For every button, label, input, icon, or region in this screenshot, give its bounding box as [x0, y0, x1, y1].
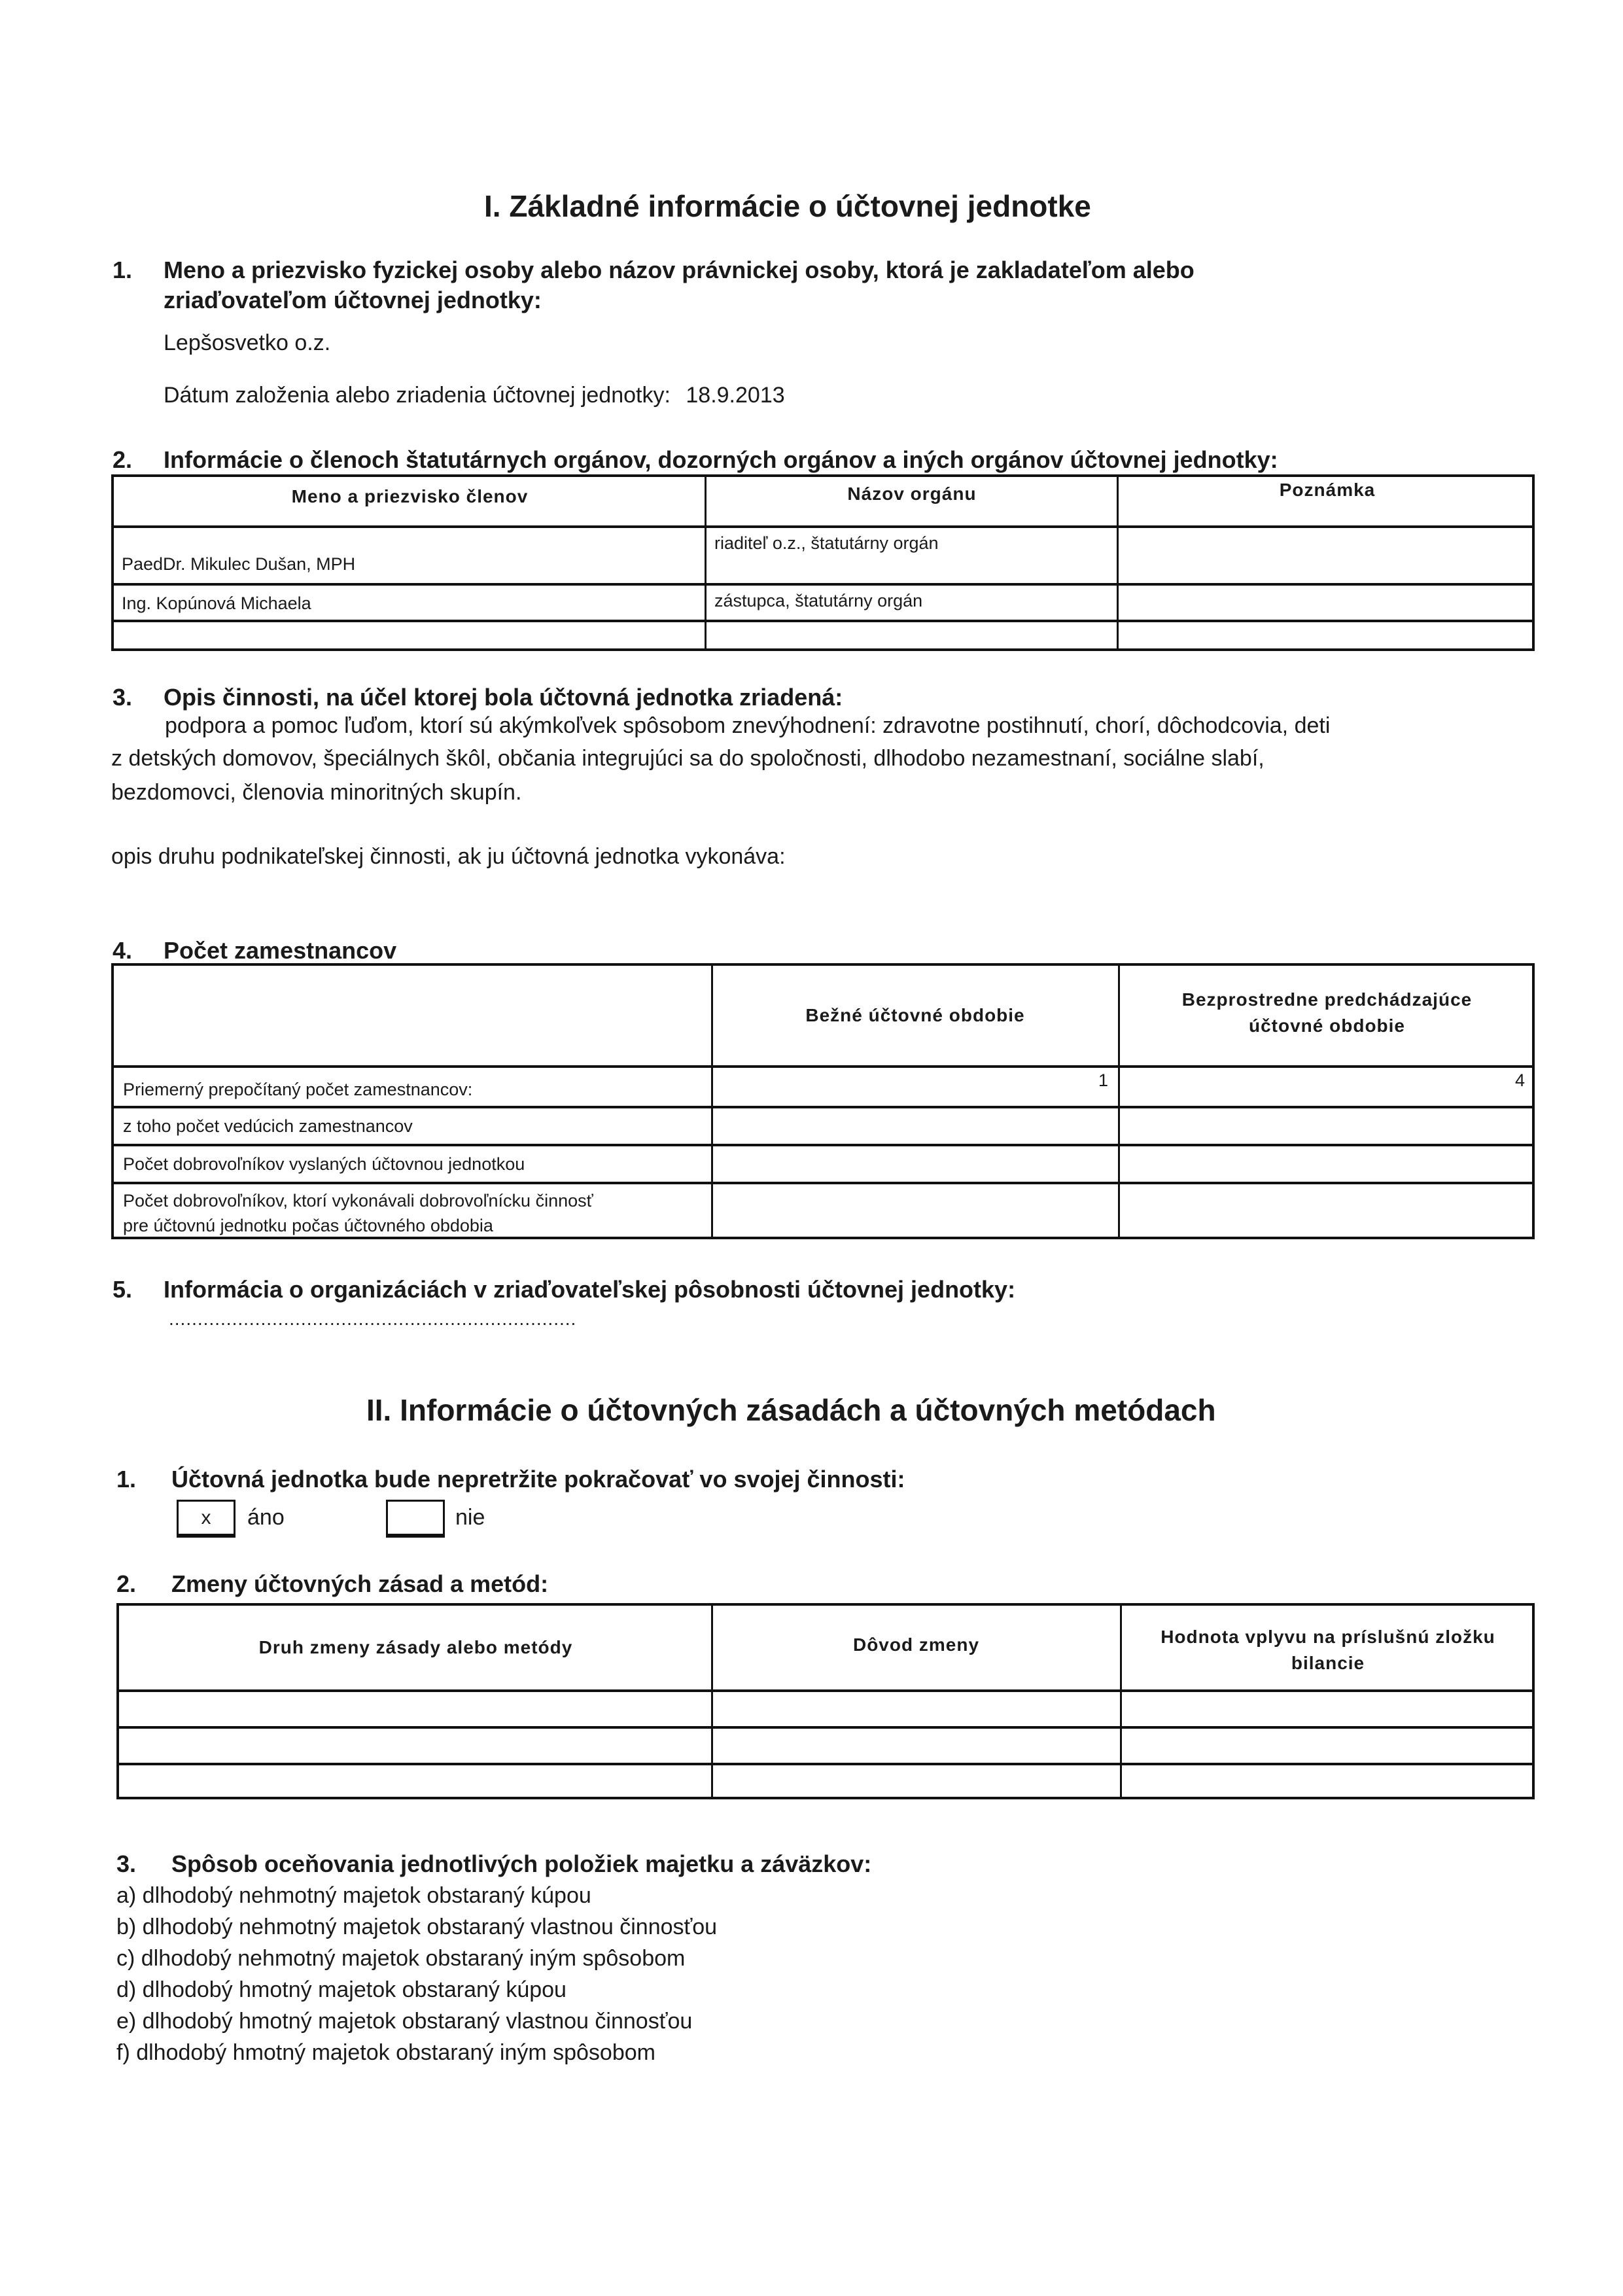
- s1-heading-line2: zriaďovateľom účtovnej jednotky:: [164, 287, 542, 313]
- col-header-change-type: Druh zmeny zásady alebo metódy: [258, 1637, 573, 1657]
- table-header-row: [114, 966, 1532, 1068]
- table-row: [114, 1068, 1532, 1108]
- table-row: [119, 1729, 1532, 1765]
- col-header-reason: Dôvod zmeny: [852, 1634, 980, 1655]
- p2-s2-heading-text: Zmeny účtovných zásad a metód:: [171, 1570, 549, 1597]
- table-row: [119, 1692, 1532, 1729]
- activity-line1: podpora a pomoc ľuďom, ktorí sú akýmkoľvek spôsobom znevýhodnení: zdravotne postihnutí, chorí, dôchodcovia, deti: [165, 713, 1331, 738]
- row-label: [123, 1188, 593, 1238]
- founding-date: [164, 383, 785, 408]
- s2-heading-text: Informácie o členoch štatutárnych orgánov, dozorných orgánov a iných orgánov účtovnej jednotky:: [164, 446, 1278, 473]
- s1-heading: [113, 256, 1552, 322]
- valuation-item-c: c) dlhodobý nehmotný majetok obstaraný iným spôsobom: [116, 1946, 686, 1971]
- p2-s3-heading: [116, 1850, 1163, 1881]
- p2-s3-number: 3.: [116, 1850, 137, 1877]
- s5-heading: [113, 1276, 1552, 1306]
- table-header-row: [119, 1606, 1532, 1692]
- s1-number: 1.: [113, 256, 133, 283]
- founder-name: Lepšosvetko o.z.: [164, 330, 331, 355]
- s3-number: 3.: [113, 684, 133, 711]
- table-row: [114, 1184, 1532, 1239]
- activity-line2: z detských domovov, špeciálnych škôl, občania integrujúci sa do spoločnosti, dlhodobo nezamestnaní, sociálne slabí,: [111, 746, 1265, 771]
- col-header-impact-line2: bilancie: [1291, 1653, 1365, 1673]
- row-label-line1: Počet dobrovoľníkov, ktorí vykonávali dobrovoľnícku činnosť: [123, 1191, 593, 1210]
- founding-date-label: Dátum založenia alebo zriadenia účtovnej jednotky:: [164, 383, 671, 408]
- s3-heading: [113, 684, 1552, 714]
- table-row: [114, 528, 1532, 586]
- part1-title: I. Základné informácie o účtovnej jednotke: [484, 189, 1091, 223]
- valuation-item-e: e) dlhodobý hmotný majetok obstaraný vlastnou činnosťou: [116, 2009, 693, 2034]
- table-row: [119, 1765, 1532, 1799]
- col-header-note: Poznámka: [1279, 480, 1376, 500]
- s5-dotted-line: .......................................................................: [169, 1309, 577, 1329]
- col-header-current: Bežné účtovné obdobie: [805, 1005, 1025, 1025]
- employees-table: [111, 963, 1535, 1239]
- continuity-yes-label: áno: [247, 1505, 285, 1530]
- valuation-item-a: a) dlhodobý nehmotný majetok obstaraný kúpou: [116, 1883, 591, 1908]
- row-label: Priemerný prepočítaný počet zamestnancov:: [123, 1080, 473, 1099]
- col-header-impact-line1: Hodnota vplyvu na príslušnú zložku: [1161, 1627, 1495, 1647]
- table-row: [114, 1108, 1532, 1146]
- col-header-previous-line1: Bezprostredne predchádzajúce: [1181, 989, 1473, 1010]
- method-changes-table: [116, 1603, 1535, 1799]
- valuation-item-d: d) dlhodobý hmotný majetok obstaraný kúpou: [116, 1977, 567, 2002]
- col-header-impact: [1121, 1624, 1535, 1676]
- member-name: Ing. Kopúnová Michaela: [122, 593, 311, 613]
- s3-heading-text: Opis činnosti, na účel ktorej bola účtovná jednotka zriadená:: [164, 684, 843, 711]
- table-header-row: [114, 477, 1532, 528]
- current-value: 1: [1098, 1070, 1108, 1090]
- s1-heading-line1: Meno a priezvisko fyzickej osoby alebo názov právnickej osoby, ktorá je zakladateľom alebo: [164, 256, 1195, 283]
- s5-heading-text: Informácia o organizáciách v zriaďovateľskej pôsobnosti účtovnej jednotky:: [164, 1276, 1016, 1303]
- s4-heading-text: Počet zamestnancov: [164, 937, 397, 964]
- p2-s3-heading-text: Spôsob oceňovania jednotlivých položiek majetku a záväzkov:: [171, 1850, 872, 1877]
- row-label: z toho počet vedúcich zamestnancov: [123, 1116, 413, 1136]
- p2-s2-number: 2.: [116, 1570, 137, 1597]
- s4-number: 4.: [113, 937, 133, 964]
- continuity-no-checkbox[interactable]: [386, 1500, 445, 1538]
- founding-date-value: 18.9.2013: [686, 383, 785, 408]
- business-activity-label: opis druhu podnikateľskej činnosti, ak ju účtovná jednotka vykonáva:: [111, 844, 786, 869]
- part2-title: II. Informácie o účtovných zásadách a účtovných metódach: [366, 1393, 1216, 1427]
- valuation-item-f: f) dlhodobý hmotný majetok obstaraný iným spôsobom: [116, 2040, 655, 2065]
- s2-number: 2.: [113, 446, 133, 473]
- table-row: [114, 622, 1532, 651]
- p2-s1-heading-text: Účtovná jednotka bude nepretržite pokračovať vo svojej činnosti:: [171, 1466, 905, 1492]
- p2-s1-heading: [116, 1466, 1556, 1496]
- col-header-organ: Názov orgánu: [847, 484, 977, 504]
- p2-s2-heading: [116, 1570, 901, 1600]
- col-header-previous-line2: účtovné obdobie: [1249, 1016, 1405, 1036]
- previous-value: 4: [1514, 1070, 1525, 1090]
- member-organ: riaditeľ o.z., štatutárny orgán: [714, 533, 939, 553]
- table-row: [114, 1146, 1532, 1184]
- s2-heading: [113, 446, 1552, 476]
- member-name: PaedDr. Mikulec Dušan, MPH: [122, 554, 356, 574]
- valuation-item-b: b) dlhodobý nehmotný majetok obstaraný vlastnou činnosťou: [116, 1915, 718, 1939]
- continuity-yes-checkbox[interactable]: x: [177, 1500, 236, 1538]
- continuity-no-label: nie: [455, 1505, 485, 1530]
- col-header-name: Meno a priezvisko členov: [291, 486, 529, 506]
- col-header-previous: [1119, 987, 1535, 1039]
- p2-s1-number: 1.: [116, 1466, 137, 1492]
- activity-line3: bezdomovci, členovia minoritných skupín.: [111, 780, 522, 805]
- row-label-line2: pre účtovnú jednotku počas účtovného obdobia: [123, 1216, 493, 1235]
- member-organ: zástupca, štatutárny orgán: [714, 591, 923, 610]
- row-label: Počet dobrovoľníkov vyslaných účtovnou jednotkou: [123, 1154, 525, 1174]
- s5-number: 5.: [113, 1276, 133, 1303]
- table-row: [114, 586, 1532, 622]
- members-table: [111, 474, 1535, 651]
